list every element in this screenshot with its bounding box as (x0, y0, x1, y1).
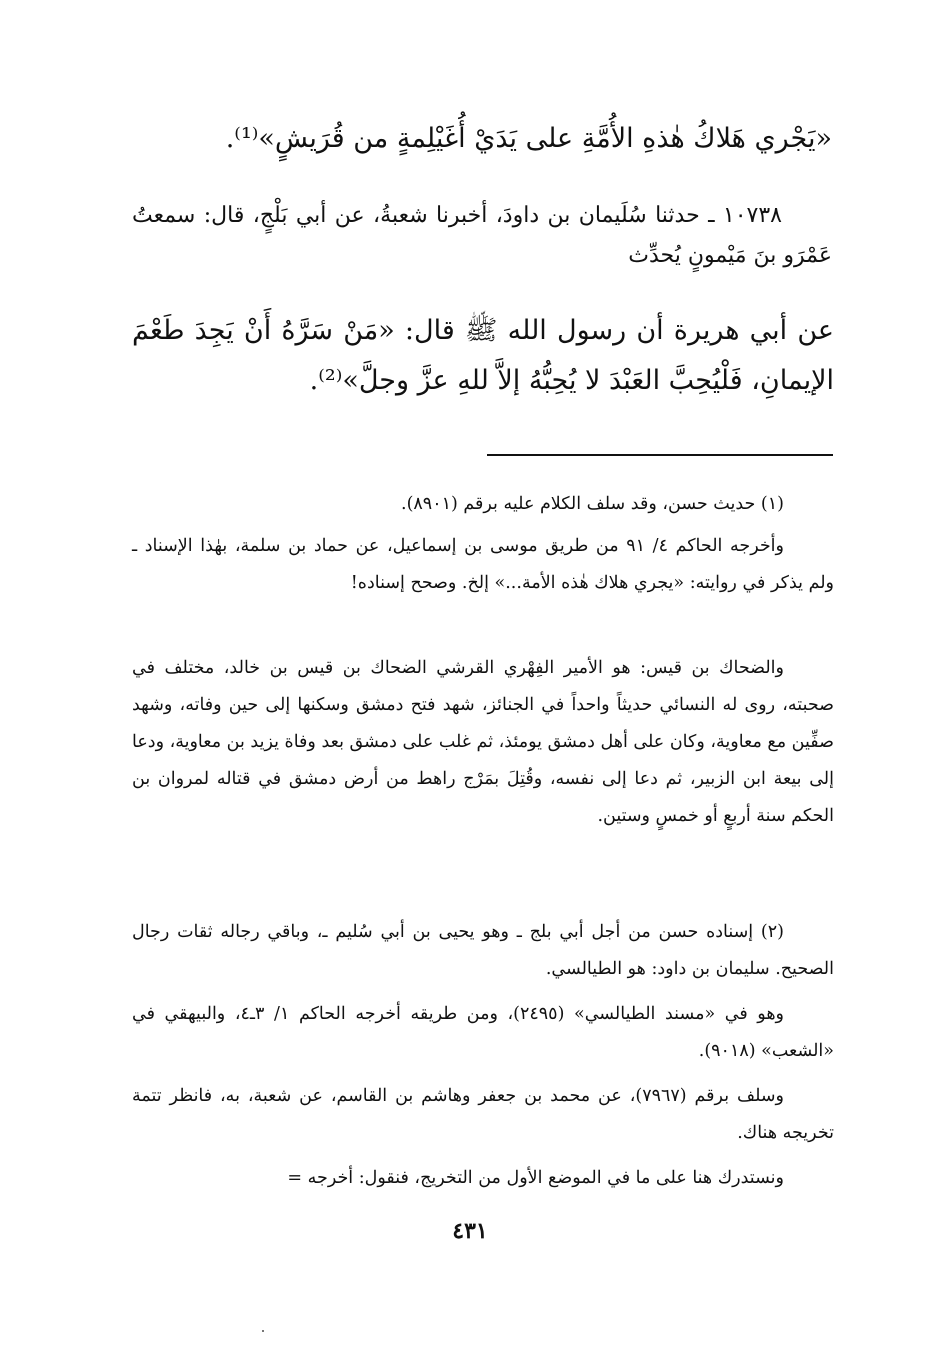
footnote-1-paragraph-3: والضحاك بن قيس: هو الأمير الفِهْري القرشي الضحاك بن قيس بن خالد، مختلف في صحبته، روى له النسائي حديثاً واحداً في الجنائز، شهد فتح دمشق وسكنها إلى حين وفاته، وشهد صفِّين مع معاوية، وكان على أهل دمشق يومئذ، ثم غلب على دمشق بعد وفاة يزيد بن معاوية، ودعا إلى بيعة ابن الزبير، ثم دعا إلى نفسه، وقُتِلَ بمَرْج راهط من أرض دمشق في قتاله لمروان بن الحكم سنة أربعٍ أو خمسٍ وستين. (132, 658, 834, 826)
footnote-1-paragraph-2: وأخرجه الحاكم ٤/ ٩١ من طريق موسى بن إسماعيل، عن حماد بن سلمة، بهٰذا الإسناد ـ ولم يذكر في روايته: «يجري هلاك هٰذه الأمة...» إلخ. وصحح إسناده! (132, 536, 834, 593)
footnote-1-paragraph-1: (١) حديث حسن، وقد سلف الكلام عليه برقم (٨٩٠١). (401, 494, 784, 514)
footnote-2-paragraph-4: ونستدرك هنا على ما في الموضع الأول من التخريج، فنقول: أخرجه = (287, 1168, 784, 1188)
footnote-separator (487, 454, 833, 456)
hadith-10738-isnad: ١٠٧٣٨ ـ حدثنا سُلَيمان بن داودَ، أخبرنا شعبةُ، عن أبي بَلْجٍ، قال: سمعتُ عَمْرَو بنَ مَيْمونٍ يُحدِّث (132, 203, 832, 268)
hadith-continuation: «يَجْري هَلاكُ هٰذهِ الأُمَّةِ على يَدَيْ أُغَيْلِمةٍ من قُرَيشٍ»⁽¹⁾. (225, 123, 832, 154)
footnote-2-paragraph-3: وسلف برقم (٧٩٦٧)، عن محمد بن جعفر وهاشم بن القاسم، عن شعبة، به، فانظر تتمة تخريجه هناك. (132, 1086, 834, 1143)
footnote-2-paragraph-1: (٢) إسناده حسن من أجل أبي بلج ـ وهو يحيى بن أبي سُليم ـ، وباقي رجاله ثقات رجال الصحيح. سليمان بن داود: هو الطيالسي. (132, 922, 834, 979)
scan-speck (262, 1330, 264, 1332)
hadith-10738-text: عن أبي هريرة أن رسول الله ﷺ قال: «مَنْ سَرَّهُ أَنْ يَجِدَ طَعْمَ الإيمانِ، فَلْيُحِبَّ العَبْدَ لا يُحِبُّهُ إلاَّ للهِ عزَّ وجلَّ»⁽²⁾. (132, 315, 834, 396)
page-number: ٤٣١ (452, 1218, 488, 1244)
footnote-2-paragraph-2: وهو في «مسند الطيالسي» (٢٤٩٥)، ومن طريقه أخرجه الحاكم ١/ ٣ـ٤، والبيهقي في «الشعب» (٩٠١٨). (132, 1004, 834, 1061)
